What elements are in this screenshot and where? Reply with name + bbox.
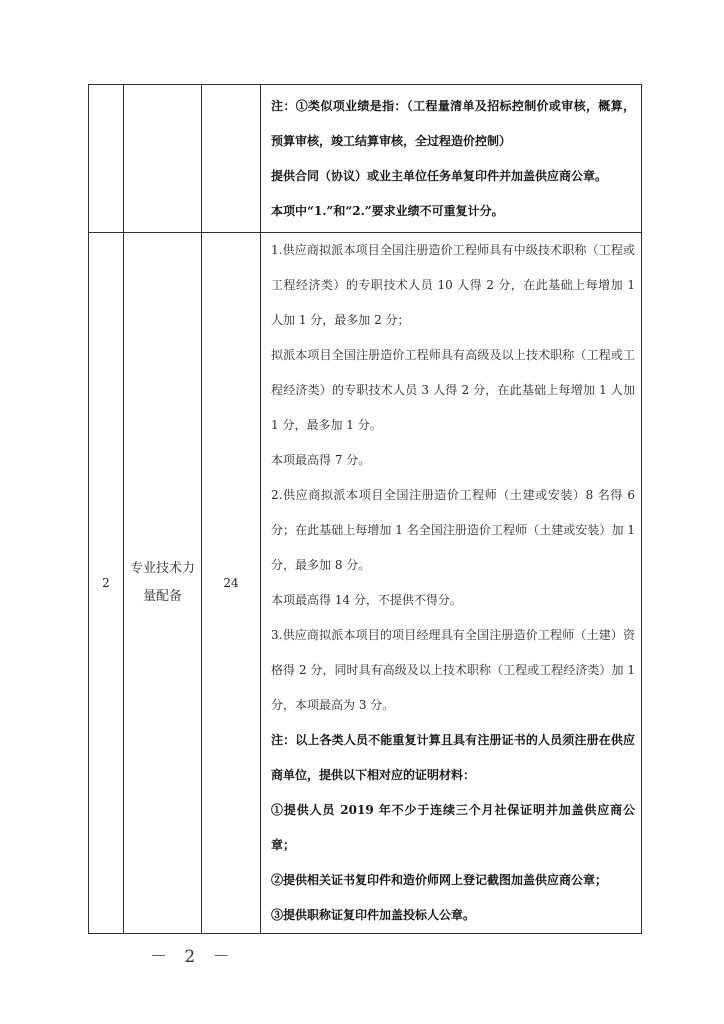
row-number [89,85,124,233]
criteria-line: 注：以上各类人员不能重复计算且具有注册证书的人员须注册在供应商单位，提供以下相对应的证明材料： [271,733,635,782]
item-criteria [261,85,642,233]
criteria-line: 注：①类似项业绩是指：（工程量清单及招标控制价或审核，概算，预算审核，竣工结算审核，全过程造价控制） [271,98,635,148]
criteria-line: 3.供应商拟派本项目的项目经理具有全国注册造价工程师（土建）资格得 2 分，同时具有高级及以上技术职称（工程或工程经济类）加 1 分，本项最高为 3 分。 [271,628,635,712]
criteria-line: ③提供职称证复印件加盖投标人公章。 [271,908,476,922]
item-name: 专业技术力量配备 [124,233,202,934]
page-number: － 2 － [150,947,236,967]
scoring-table [88,84,642,934]
criteria-line: 1.供应商拟派本项目全国注册造价工程师具有中级技术职称（工程或工程经济类）的专职技术人员 10 人得 2 分，在此基础上每增加 1 人加 1 分，最多加 2 分； [271,243,635,327]
item-criteria [261,233,642,934]
criteria-line: 本项最高得 14 分，不提供不得分。 [271,593,462,607]
criteria-line: 本项最高得 7 分。 [271,453,371,467]
row-number: 2 [89,233,124,934]
item-score: 24 [202,233,261,934]
item-score [202,85,261,233]
criteria-line: ①提供人员 2019 年不少于连续三个月社保证明并加盖供应商公章； [271,803,635,852]
criteria-line: 拟派本项目全国注册造价工程师具有高级及以上技术职称（工程或工程经济类）的专职技术人员 3 人得 2 分，在此基础上每增加 1 人加 1 分，最多加 1 分。 [271,348,635,432]
table-row [89,233,642,934]
criteria-line: 2.供应商拟派本项目全国注册造价工程师（土建或安装）8 名得 6 分；在此基础上每增加 1 名全国注册造价工程师（土建或安装）加 1 分，最多加 8 分。 [271,488,635,572]
item-name [124,85,202,233]
criteria-line: ②提供相关证书复印件和造价师网上登记截图加盖供应商公章； [271,873,608,887]
table-row [89,85,642,233]
criteria-line: 本项中“1.”和“2.”要求业绩不可重复计分。 [271,203,504,218]
criteria-line: 提供合同（协议）或业主单位任务单复印件并加盖供应商公章。 [271,168,608,183]
